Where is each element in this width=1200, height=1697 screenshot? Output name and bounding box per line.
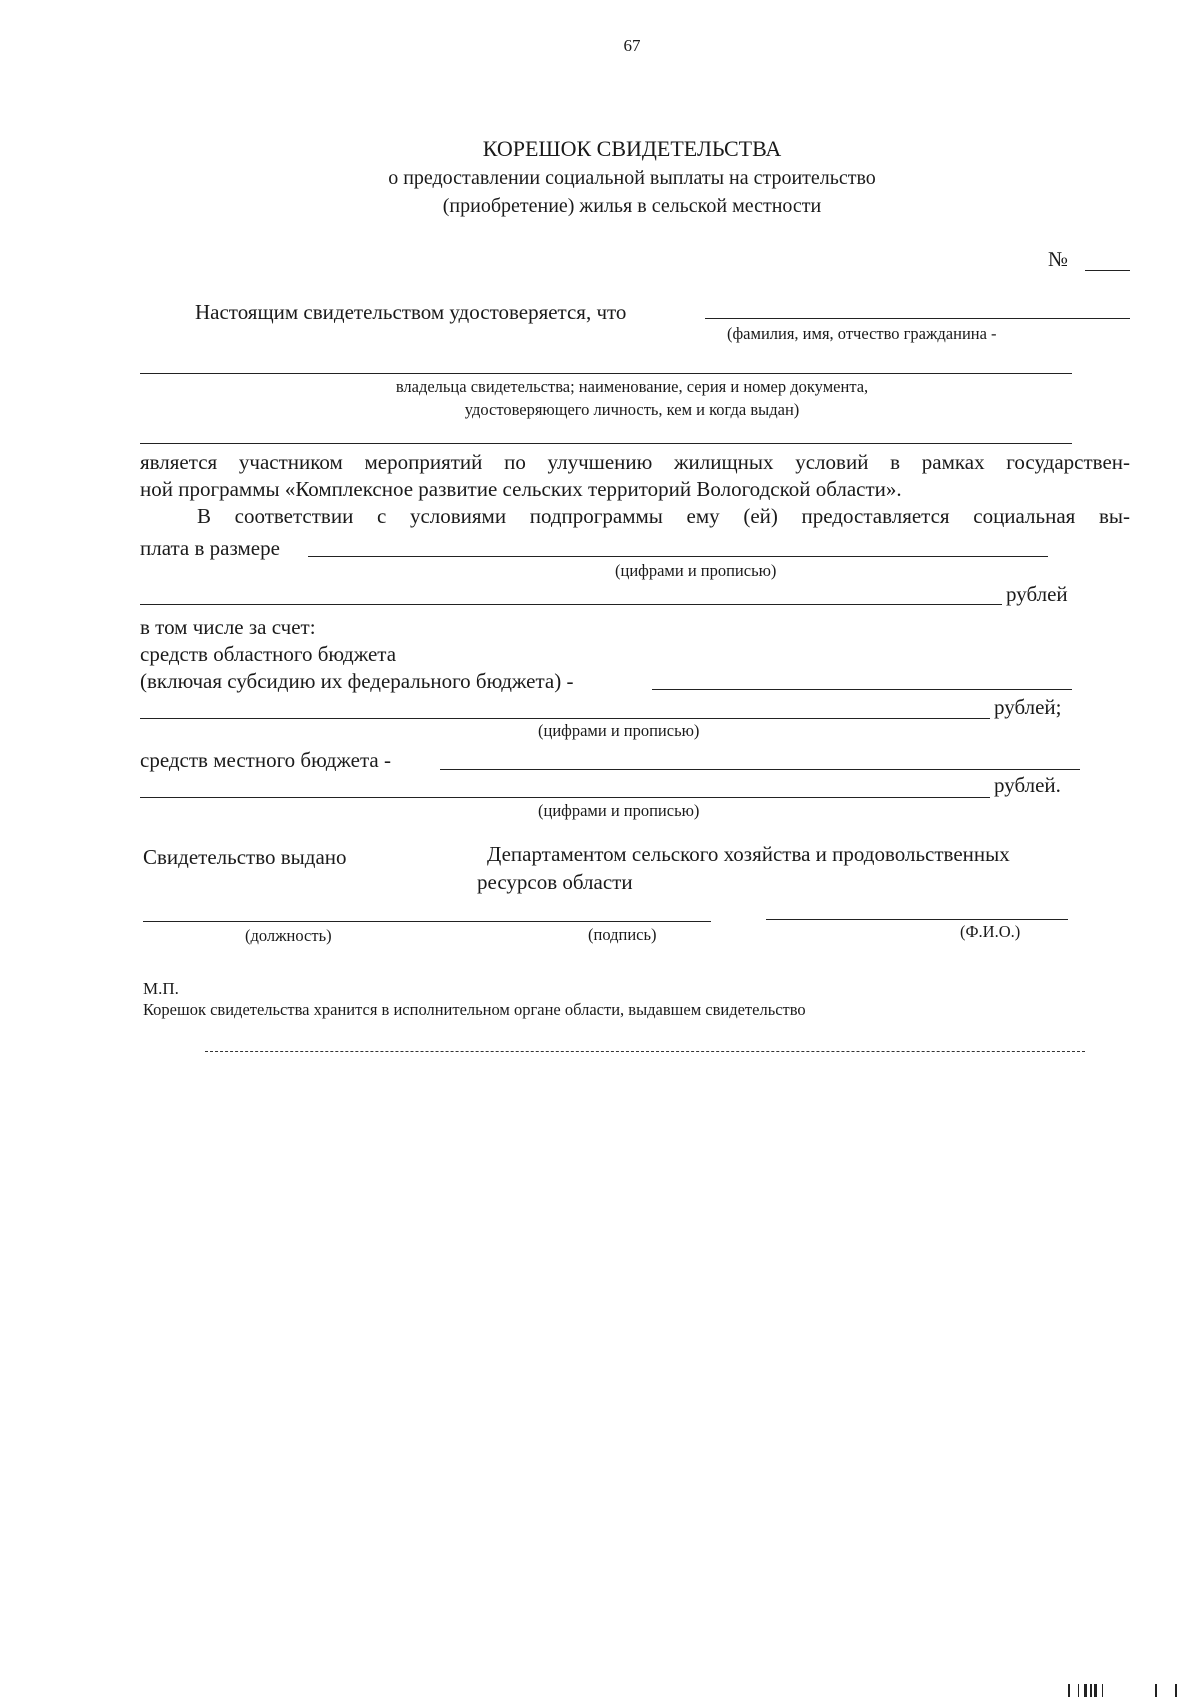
caption-document-1: владельца свидетельства; наименование, серия и номер документа,: [395, 377, 869, 396]
certify-text: Настоящим свидетельством удостоверяется, что: [195, 300, 627, 324]
accordance-line-2: плата в размере: [140, 536, 280, 560]
fio-signature-field-line[interactable]: [766, 919, 1068, 920]
caption-signature: (подпись): [588, 925, 657, 944]
regional-amount-field-line[interactable]: [652, 689, 1072, 690]
participant-line-2: ной программы «Комплексное развитие сельских территорий Вологодской области».: [140, 477, 902, 501]
caption-amount-2: (цифрами и прописью): [538, 721, 700, 740]
caption-fio: (фамилия, имя, отчество гражданина -: [727, 324, 997, 343]
regional-budget-label: средств областного бюджета: [140, 642, 397, 666]
caption-amount-3: (цифрами и прописью): [538, 801, 700, 820]
page-number: 67: [623, 36, 641, 55]
local-amount-field-line[interactable]: [440, 769, 1080, 770]
amount-words-field-line[interactable]: [140, 604, 1002, 605]
caption-position: (должность): [245, 926, 332, 945]
caption-document-2: удостоверяющего личность, кем и когда выдан): [464, 400, 800, 419]
caption-amount: (цифрами и прописью): [615, 561, 777, 580]
rubles-label-2: рублей;: [994, 695, 1062, 719]
local-amount-words-field-line[interactable]: [140, 797, 990, 798]
number-label: №: [1048, 247, 1069, 271]
storage-note: Корешок свидетельства хранится в исполнительном органе области, выдавшем свидетельство: [143, 1000, 806, 1019]
participant-line-1: является участником мероприятий по улучшению жилищных условий в рамках государствен-: [140, 450, 1130, 474]
cut-line: [205, 1051, 1085, 1052]
issued-by-line-2: ресурсов области: [477, 870, 633, 894]
amount-field-line[interactable]: [308, 556, 1048, 557]
fio-field-line[interactable]: [705, 318, 1130, 319]
rubles-label-1: рублей: [1006, 582, 1068, 606]
including-label: в том числе за счет:: [140, 615, 316, 639]
rubles-label-3: рублей.: [994, 773, 1061, 797]
caption-fio-signature: (Ф.И.О.): [960, 922, 1021, 941]
position-signature-field-line[interactable]: [143, 921, 711, 922]
including-federal-label: (включая субсидию их федерального бюджета) -: [140, 669, 574, 693]
number-field-line[interactable]: [1085, 270, 1130, 271]
document-subtitle-line2: (приобретение) жилья в сельской местности: [442, 195, 822, 217]
document-title: КОРЕШОК СВИДЕТЕЛЬСТВА: [482, 136, 782, 161]
document-details-field-line[interactable]: [140, 443, 1072, 444]
document-subtitle-line1: о предоставлении социальной выплаты на строительство: [388, 167, 876, 189]
accordance-line-1: В соответствии с условиями подпрограммы ему (ей) предоставляется социальная вы-: [197, 504, 1130, 528]
local-budget-label: средств местного бюджета -: [140, 748, 391, 772]
stamp-place-label: М.П.: [143, 979, 179, 998]
issued-label: Свидетельство выдано: [143, 845, 347, 869]
owner-document-field-line[interactable]: [140, 373, 1072, 374]
issued-by-line-1: Департаментом сельского хозяйства и продовольственных: [487, 842, 1010, 866]
regional-amount-words-field-line[interactable]: [140, 718, 990, 719]
